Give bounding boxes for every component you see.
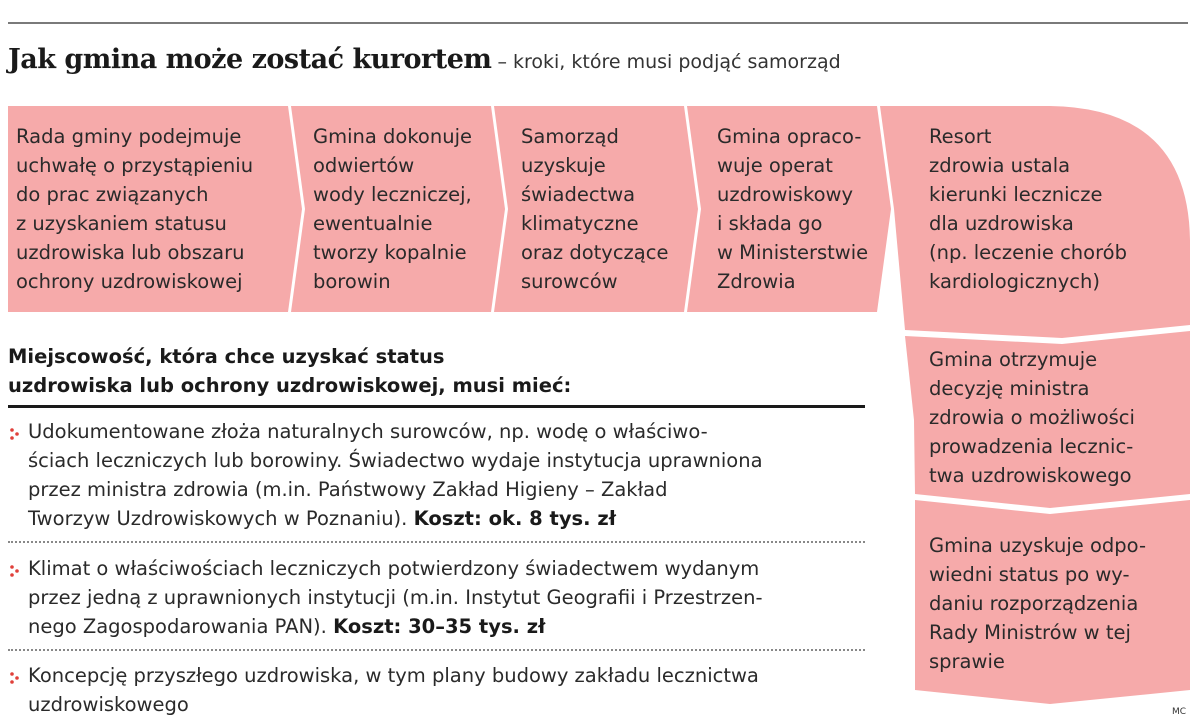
requirement-line: Tworzyw Uzdrowiskowych w Poznaniu). [28,507,408,530]
requirement-item-1 [8,417,868,533]
step-6-line: zdrowia o możliwości [929,406,1135,429]
step-5-line: dla uzdrowiska [929,212,1074,235]
step-3-line: Samorząd [521,125,619,148]
step-2-line: Gmina dokonuje [313,125,472,148]
requirement-cost: Koszt: 30–35 tys. zł [333,615,546,638]
requirements-rule [8,405,865,408]
requirement-cost: Koszt: ok. 8 tys. zł [413,507,616,530]
requirement-line: Koncepcję przyszłego uzdrowiska, w tym plany budowy zakładu lecznictwa [28,664,759,687]
step-7 [929,531,1184,676]
bullet-marker-icon [8,564,20,578]
step-3-line: uzyskuje [521,154,606,177]
step-3 [521,122,696,296]
requirement-line: przez jedną z uprawnionych instytucji (m.in. Instytut Geografii i Przestrzen- [28,586,763,609]
step-2 [313,122,493,296]
step-1-line: Rada gminy podejmuje [16,125,242,148]
step-7-line: Rady Ministrów w tej [929,621,1131,644]
step-4 [717,122,897,296]
step-5-line: Resort [929,125,992,148]
step-7-line: Gmina uzyskuje odpo- [929,534,1147,557]
step-4-line: w Ministerstwie [717,241,869,264]
step-6-line: decyzję ministra [929,377,1090,400]
step-7-line: sprawie [929,650,1005,673]
dotted-divider [8,649,865,651]
title-subtitle: – kroki, które musi podjąć samorząd [497,51,841,73]
step-2-line: borowin [313,270,391,293]
step-6 [929,345,1184,490]
requirement-line: uzdrowiskowego [28,693,189,716]
step-3-line: klimatyczne [521,212,639,235]
step-6-line: Gmina otrzymuje [929,348,1098,371]
step-5-line: kardiologicznych) [929,270,1100,293]
step-4-line: Gmina opraco- [717,125,862,148]
step-5 [929,122,1184,296]
step-1-line: do prac związanych [16,183,209,206]
requirements-heading-line: uzdrowiska lub ochrony uzdrowiskowej, musi mieć: [8,374,572,397]
step-4-line: i składa go [717,212,823,235]
step-2-line: ewentualnie [313,212,433,235]
requirement-line: przez ministra zdrowia (m.in. Państwowy Zakład Higieny – Zakład [28,478,668,501]
requirements-heading-line: Miejscowość, która chce uzyskać status [8,345,445,368]
step-1-line: uchwałę o przystąpieniu [16,154,254,177]
step-6-line: prowadzenia lecznic- [929,435,1134,458]
dotted-divider [8,541,865,543]
step-4-line: wuje operat [717,154,833,177]
step-1 [16,122,296,296]
requirement-line: Udokumentowane złoża naturalnych surowców, np. wodę o właściwo- [28,420,708,443]
step-3-line: świadectwa [521,183,636,206]
step-2-line: wody leczniczej, [313,183,472,206]
step-5-line: (np. leczenie chorób [929,241,1127,264]
author-credit: MC [1172,707,1187,717]
step-1-line: ochrony uzdrowiskowej [16,270,243,293]
step-3-line: oraz dotyczące [521,241,669,264]
bullet-marker-icon [8,427,20,441]
step-1-line: uzdrowiska lub obszaru [16,241,245,264]
bullet-marker-icon [8,671,20,685]
step-4-line: uzdrowiskowy [717,183,854,206]
step-5-line: kierunki lecznicze [929,183,1103,206]
step-3-line: surowców [521,270,618,293]
requirement-line: Klimat o właściwościach leczniczych potwierdzony świadectwem wydanym [28,557,760,580]
step-4-line: Zdrowia [717,270,796,293]
requirement-item-3 [8,661,868,719]
step-7-line: wiedni status po wy- [929,563,1130,586]
requirement-item-2 [8,554,868,641]
requirement-line: nego Zagospodarowania PAN). [28,615,327,638]
requirement-line: ściach leczniczych lub borowiny. Świadectwo wydaje instytucja uprawniona [28,449,763,472]
step-2-line: odwiertów [313,154,415,177]
step-7-line: daniu rozporządzenia [929,592,1139,615]
step-5-line: zdrowia ustala [929,154,1071,177]
step-6-line: twa uzdrowiskowego [929,464,1132,487]
requirements-heading [8,342,868,400]
step-1-line: z uzyskaniem statusu [16,212,227,235]
step-2-line: tworzy kopalnie [313,241,467,264]
title-main: Jak gmina może zostać kurortem [8,44,492,75]
